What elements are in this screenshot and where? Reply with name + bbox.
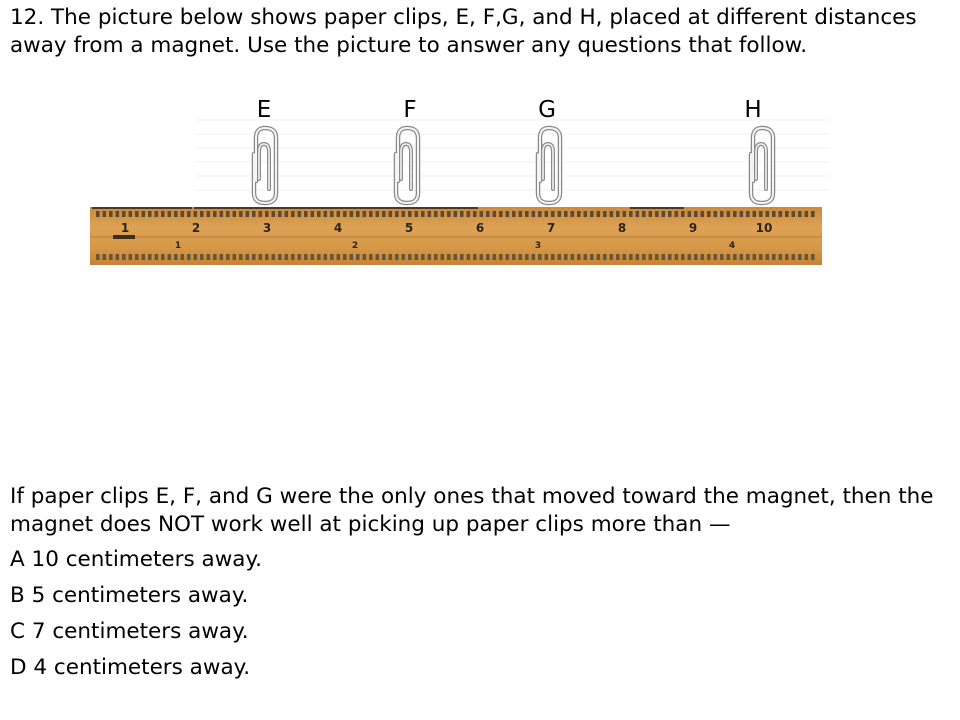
ruler-cm-number: 2 (191, 221, 201, 235)
ruler-tick (720, 254, 724, 260)
ruler-cm-number: 9 (688, 221, 698, 235)
ruler-tick (441, 211, 445, 217)
ruler-tick (753, 211, 757, 217)
ruler-tick (545, 211, 549, 217)
ruler-tick (714, 211, 718, 217)
ruler-tick (649, 211, 653, 217)
clip-label-e: E (256, 97, 272, 123)
option-d[interactable]: D 4 centimeters away. (10, 655, 251, 680)
ruler-cm-number: 10 (755, 221, 773, 235)
ruler-tick (265, 211, 269, 217)
ruler-tick (668, 254, 672, 260)
ruler-tick (551, 254, 555, 260)
ruler-tick (252, 211, 256, 217)
ruler-marker (113, 235, 135, 239)
ruler-tick (194, 211, 198, 217)
ruler-tick (259, 211, 263, 217)
ruler-tick (337, 211, 341, 217)
ruler-tick (714, 254, 718, 260)
question-text: 12. The picture below shows paper clips, E, F,G, and H, placed at different distances away from a magnet. Use the picture to answer any questions that follow. (10, 5, 917, 58)
ruler-tick (363, 254, 367, 260)
ruler-tick (109, 211, 113, 217)
ruler-cm-number: 1 (120, 221, 130, 235)
ruler-tick (434, 254, 438, 260)
ruler-tick (324, 211, 328, 217)
option-a[interactable]: A 10 centimeters away. (10, 547, 262, 572)
clip-label-h: H (744, 97, 762, 123)
ruler-tick (545, 254, 549, 260)
ruler-tick (122, 211, 126, 217)
ruler-tick (460, 254, 464, 260)
ruler-tick (116, 211, 120, 217)
ruler-tick (246, 211, 250, 217)
ruler-tick (649, 254, 653, 260)
ruler-tick (103, 254, 107, 260)
ruler-tick (538, 254, 542, 260)
option-c[interactable]: C 7 centimeters away. (10, 619, 249, 644)
ruler-tick (233, 211, 237, 217)
ruler-tick (278, 211, 282, 217)
ruler-tick (363, 211, 367, 217)
ruler-tick (291, 254, 295, 260)
ruler-tick (213, 211, 217, 217)
ruler-tick (532, 254, 536, 260)
ruler-tick (460, 211, 464, 217)
ruler-cm-number: 3 (262, 221, 272, 235)
paper-clip-h (751, 128, 773, 203)
ruler-tick (421, 211, 425, 217)
ruler-tick (564, 211, 568, 217)
ruler-tick (174, 211, 178, 217)
ruler-tick (740, 254, 744, 260)
ruler-tick (239, 211, 243, 217)
ruler-tick (187, 211, 191, 217)
ruler-tick (226, 254, 230, 260)
ruler-tick (428, 254, 432, 260)
ruler-tick (746, 211, 750, 217)
ruler-cm-number: 8 (617, 221, 627, 235)
ruler-tick (707, 211, 711, 217)
ruler-tick (519, 211, 523, 217)
ruler-tick (129, 211, 133, 217)
ruler-tick (161, 254, 165, 260)
ruler-tick (389, 211, 393, 217)
clip-label-g: G (538, 97, 556, 123)
ruler-tick (603, 254, 607, 260)
ruler-tick (616, 254, 620, 260)
magnet-ruler-figure (0, 0, 960, 300)
ruler-tick (753, 254, 757, 260)
ruler-tick (577, 211, 581, 217)
ruler-tick (252, 254, 256, 260)
ruler-tick (519, 254, 523, 260)
ruler-tick (662, 254, 666, 260)
ruler-tick (636, 211, 640, 217)
ruler-tick (525, 254, 529, 260)
ruler-tick (213, 254, 217, 260)
ruler-tick (187, 254, 191, 260)
ruler-tick (298, 254, 302, 260)
ruler-tick (142, 211, 146, 217)
ruler-tick (259, 254, 263, 260)
ruler-tick (304, 254, 308, 260)
ruler-tick (311, 254, 315, 260)
ruler-tick (486, 211, 490, 217)
ruler-tick (415, 254, 419, 260)
ruler-tick (473, 254, 477, 260)
ruler-inch-number: 3 (534, 241, 542, 251)
ruler-tick (395, 211, 399, 217)
ruler-inch-number: 4 (728, 241, 736, 251)
ruler-cm-number: 6 (475, 221, 485, 235)
ruler-tick (129, 254, 133, 260)
ruler-tick (382, 211, 386, 217)
ruler-tick (707, 254, 711, 260)
ruler-tick (395, 254, 399, 260)
ruler-tick (662, 211, 666, 217)
ruler-tick (506, 254, 510, 260)
ruler-tick (428, 211, 432, 217)
ruler-tick (694, 254, 698, 260)
ruler-tick (759, 211, 763, 217)
ruler-tick (135, 254, 139, 260)
ruler-tick (655, 211, 659, 217)
ruler-tick (759, 254, 763, 260)
ruler-tick (506, 211, 510, 217)
ruler-tick (629, 211, 633, 217)
ruler-cm-number: 7 (546, 221, 556, 235)
ruler-tick (805, 211, 809, 217)
ruler-tick (408, 254, 412, 260)
ruler-tick (454, 254, 458, 260)
ruler-tick (181, 254, 185, 260)
ruler-tick (733, 211, 737, 217)
clip-label-f: F (403, 97, 417, 123)
ruler-tick (512, 211, 516, 217)
ruler-tick (571, 254, 575, 260)
ruler-tick (772, 254, 776, 260)
ruler-tick (766, 254, 770, 260)
ruler-tick (356, 211, 360, 217)
ruler-tick (142, 254, 146, 260)
ruler-tick (473, 211, 477, 217)
ruler-tick (623, 254, 627, 260)
ruler-tick (226, 211, 230, 217)
ruler-tick (239, 254, 243, 260)
ruler-tick (402, 211, 406, 217)
ruler-tick (590, 254, 594, 260)
ruler-tick (779, 254, 783, 260)
ruler-cm-number: 4 (333, 221, 343, 235)
ruler-tick (792, 211, 796, 217)
ruler-tick (148, 211, 152, 217)
ruler-tick (720, 211, 724, 217)
ruler-tick (181, 211, 185, 217)
ruler-tick (636, 254, 640, 260)
ruler-tick (220, 254, 224, 260)
ruler-tick (740, 211, 744, 217)
ruler-tick (96, 211, 100, 217)
ruler-tick (499, 211, 503, 217)
ruler-tick (343, 211, 347, 217)
ruler-tick (317, 254, 321, 260)
ruler-tick (597, 211, 601, 217)
ruler-tick (350, 254, 354, 260)
ruler-tick (727, 211, 731, 217)
ruler-tick (311, 211, 315, 217)
ruler-tick (675, 211, 679, 217)
ruler-tick (655, 254, 659, 260)
ruler-tick (701, 254, 705, 260)
ruler-tick (369, 211, 373, 217)
ruler-tick (642, 254, 646, 260)
ruler-tick (265, 254, 269, 260)
ruler-tick (727, 254, 731, 260)
ruler-tick (493, 254, 497, 260)
ruler-tick (584, 211, 588, 217)
ruler-tick (571, 211, 575, 217)
ruler-tick (194, 254, 198, 260)
ruler-tick (772, 211, 776, 217)
ruler-tick (434, 211, 438, 217)
ruler-tick (285, 211, 289, 217)
followup-question: If paper clips E, F, and G were the only ones that moved toward the magnet, then the magnet does NOT work well at picking up paper clips more than — (10, 484, 934, 537)
ruler-tick (811, 254, 815, 260)
ruler-tick (584, 254, 588, 260)
paper-clip-g (538, 128, 560, 203)
ruler-cm-number: 5 (404, 221, 414, 235)
ruler-tick (376, 211, 380, 217)
ruler-tick (291, 211, 295, 217)
ruler-tick (538, 211, 542, 217)
ruler-tick (493, 211, 497, 217)
ruler-tick (246, 254, 250, 260)
ruler-tick (337, 254, 341, 260)
ruler-tick (402, 254, 406, 260)
ruler-tick (694, 211, 698, 217)
ruler-tick (272, 254, 276, 260)
ruler-tick (746, 254, 750, 260)
ruler-tick (272, 211, 276, 217)
ruler-tick (454, 211, 458, 217)
ruler-inch-number: 1 (174, 241, 182, 251)
ruler-tick (688, 211, 692, 217)
ruler-tick (564, 254, 568, 260)
ruler-tick (168, 211, 172, 217)
ruler-tick (220, 211, 224, 217)
ruler-tick (317, 211, 321, 217)
ruler-tick (382, 254, 386, 260)
ruler-tick (525, 211, 529, 217)
ruler-tick (785, 254, 789, 260)
ruler-tick (779, 211, 783, 217)
ruler-tick (623, 211, 627, 217)
ruler-tick (512, 254, 516, 260)
ruler-tick (441, 254, 445, 260)
ruler-tick (389, 254, 393, 260)
ruler-tick (480, 211, 484, 217)
option-b[interactable]: B 5 centimeters away. (10, 583, 249, 608)
ruler-tick (811, 211, 815, 217)
ruler-tick (499, 254, 503, 260)
paper-clip-e (254, 128, 276, 203)
ruler-tick (376, 254, 380, 260)
ruler-tick (421, 254, 425, 260)
ruler-tick (174, 254, 178, 260)
ruler-tick (610, 254, 614, 260)
ruler-tick (480, 254, 484, 260)
ruler-tick (200, 254, 204, 260)
ruler-tick (200, 211, 204, 217)
ruler-tick (304, 211, 308, 217)
ruler-tick (330, 211, 334, 217)
ruler-tick (324, 254, 328, 260)
ruler-tick (447, 211, 451, 217)
ruler-tick (343, 254, 347, 260)
ruler-tick (798, 211, 802, 217)
ruler-inch-number: 2 (351, 241, 359, 251)
ruler-tick (415, 211, 419, 217)
ruler-tick (558, 254, 562, 260)
ruler-tick (590, 211, 594, 217)
ruler-tick (233, 254, 237, 260)
ruler-tick (122, 254, 126, 260)
ruler-tick (155, 254, 159, 260)
ruler-tick (330, 254, 334, 260)
ruler-tick (766, 211, 770, 217)
ruler-tick (155, 211, 159, 217)
ruler-tick (805, 254, 809, 260)
ruler-tick (116, 254, 120, 260)
ruler-tick (532, 211, 536, 217)
ruler-tick (558, 211, 562, 217)
ruler-tick (369, 254, 373, 260)
ruler-tick (798, 254, 802, 260)
ruler-tick (597, 254, 601, 260)
ruler-tick (610, 211, 614, 217)
ruler-tick (103, 211, 107, 217)
paper-clip-f (396, 128, 418, 203)
ruler-tick (668, 211, 672, 217)
ruler-tick (733, 254, 737, 260)
ruler-tick (681, 211, 685, 217)
ruler-tick (577, 254, 581, 260)
ruler-tick (681, 254, 685, 260)
ruler-tick (486, 254, 490, 260)
ruler-tick (551, 211, 555, 217)
ruler-tick (109, 254, 113, 260)
ruler-tick (701, 211, 705, 217)
ruler-tick (785, 211, 789, 217)
ruler-tick (603, 211, 607, 217)
ruler-tick (135, 211, 139, 217)
ruler-tick (642, 211, 646, 217)
ruler-tick (161, 211, 165, 217)
ruler-tick (616, 211, 620, 217)
ruler-tick (207, 211, 211, 217)
ruler-tick (467, 211, 471, 217)
ruler-tick (96, 254, 100, 260)
ruler-tick (467, 254, 471, 260)
ruler-tick (408, 211, 412, 217)
ruler-tick (447, 254, 451, 260)
ruler-tick (675, 254, 679, 260)
ruler-tick (298, 211, 302, 217)
ruler-tick (285, 254, 289, 260)
ruler-tick (207, 254, 211, 260)
ruler-tick (792, 254, 796, 260)
ruler-tick (148, 254, 152, 260)
ruler-tick (168, 254, 172, 260)
ruler-tick (278, 254, 282, 260)
ruler-tick (350, 211, 354, 217)
ruler-tick (629, 254, 633, 260)
ruler-tick (356, 254, 360, 260)
ruler-tick (688, 254, 692, 260)
